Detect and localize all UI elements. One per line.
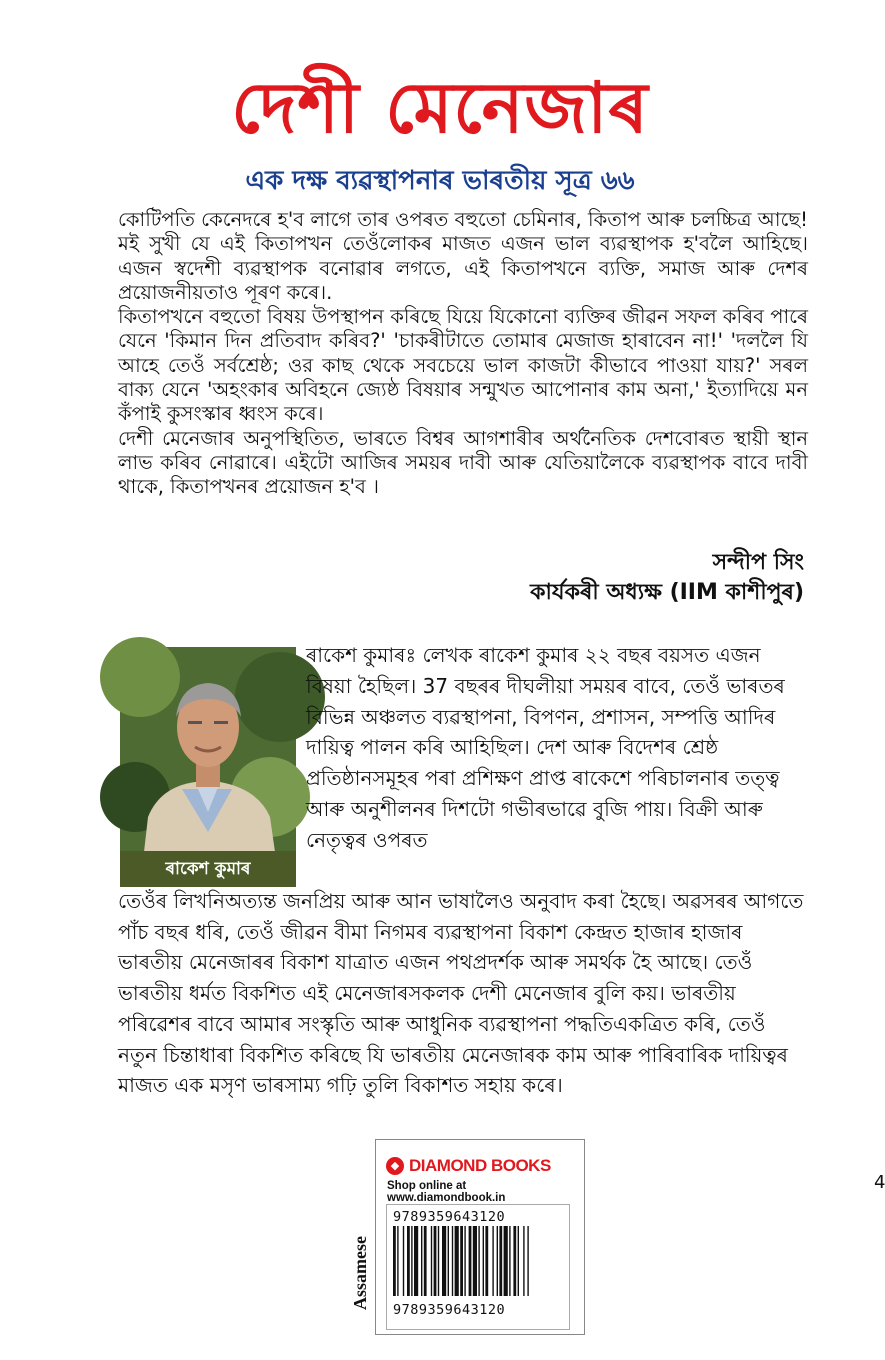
publisher-barcode-box <box>375 1139 585 1335</box>
author-photo-caption: ৰাকেশ কুমাৰ <box>120 851 296 887</box>
barcode-bar <box>469 1226 472 1296</box>
barcode-bar <box>438 1226 439 1296</box>
barcode-bar <box>513 1226 516 1296</box>
publisher-name: DIAMOND BOOKS <box>409 1156 551 1175</box>
author-bio-part2: তেওঁৰ লিখনিঅত্যন্ত জনপ্ৰিয় আৰু আন ভাষালৈও অনুবাদ কৰা হৈছে। অৱসৰৰ আগতে পাঁচ বছৰ ধৰি, তেওঁ জীৱন বীমা নিগমৰ ব্যৱস্থাপনা বিকাশ কেন্দ্ৰত হাজাৰ হাজাৰ ভাৰতীয় মেনেজাৰৰ বিকাশ যাত্ৰাত এজন পথপ্ৰদৰ্শক আৰু সমৰ্থক হৈ আছে। তেওঁ ভাৰতীয় ধৰ্মত বিকশিত এই মেনেজাৰসকলক দেশী মেনেজাৰ বুলি কয়। ভাৰতীয় পৰিৱেশৰ বাবে আমাৰ সংস্কৃতি আৰু আধুনিক ব্যৱস্থাপনা পদ্ধতিএকত্ৰিত কৰি, তেওঁ নতুন চিন্তাধাৰা বিকশিত কৰিছে যি ভাৰতীয় মেনেজাৰক কাম আৰু পাৰিবাৰিক দায়িত্বৰ মাজত এক মসৃণ ভাৰসাম্য গঢ়ি তুলি বিকাশত সহায় কৰে। <box>118 889 804 1098</box>
barcode-bar <box>509 1226 510 1296</box>
barcode-bar <box>442 1226 446 1296</box>
barcode-bar <box>504 1226 508 1296</box>
barcode-bar <box>473 1226 477 1296</box>
blurb-text <box>118 208 808 500</box>
barcode-bar <box>393 1226 396 1296</box>
barcode-bar <box>485 1226 488 1296</box>
barcode-bar <box>448 1226 449 1296</box>
barcode-bar <box>434 1226 437 1296</box>
author-photo <box>120 647 296 887</box>
barcode-bar <box>431 1226 432 1296</box>
barcode-bar <box>497 1226 498 1296</box>
author-bio-part1: ৰাকেশ কুমাৰঃ লেখক ৰাকেশ কুমাৰ ২২ বছৰ বয়সত এজন বিষয়া হৈছিল। 37 বছৰৰ দীঘলীয়া সময়ৰ বাবে, তেওঁ ভাৰতৰ বিভিন্ন অঞ্চলত ব্যৱস্থাপনা, বিপণন, প্ৰশাসন, সম্পত্তি আদিৰ দায়িত্ব পালন কৰি আহিছিল। দেশ আৰু বিদেশৰ শ্ৰেষ্ঠ প্ৰতিষ্ঠানসমূহৰ পৰা প্ৰশিক্ষণ প্ৰাপ্ত ৰাকেশে পৰিচালনাৰ তত্ত্ব আৰু অনুশীলনৰ দিশটো গভীৰভাৱে বুজি পায়। বিক্ৰী আৰু নেতৃত্বৰ ওপৰত <box>306 643 785 852</box>
barcode-image <box>393 1226 563 1296</box>
diamond-logo-icon: ◆ <box>386 1157 404 1175</box>
isbn-bottom: 9789359643120 <box>393 1302 506 1318</box>
book-title: দেশী মেনেজাৰ <box>231 67 649 149</box>
barcode-panel <box>386 1204 570 1330</box>
blurb-paragraph: কোটিপতি কেনেদৰে হ'ব লাগে তাৰ ওপৰত বহুতো চেমিনাৰ, কিতাপ আৰু চলচ্চিত্ৰ আছে! মই সুখী যে এই কিতাপখন তেওঁলোকৰ মাজত এজন ভাল ব্যৱস্থাপক হ'বলৈ আহিছে। এজন স্বদেশী ব্যৱস্থাপক বনোৱাৰ লগতে, এই কিতাপখনে ব্যক্তি, সমাজ আৰু দেশৰ প্ৰয়োজনীয়তাও পূৰণ কৰে।. <box>118 208 808 304</box>
publisher-shop-text: Shop online at www.diamondbook.in <box>387 1180 506 1204</box>
barcode-bar <box>411 1226 412 1296</box>
publisher-brand <box>386 1156 551 1176</box>
barcode-bar <box>464 1226 465 1296</box>
barcode-bar <box>455 1226 459 1296</box>
blurb-paragraph: কিতাপখনে বহুতো বিষয় উপস্থাপন কৰিছে যিয়ে যিকোনো ব্যক্তিৰ জীৱন সফল কৰিব পাৰে যেনে 'কিমান দিন প্ৰতিবাদ কৰিব?' 'চাকৰীটাতে তোমাৰ মেজাজ হাৰাবেন না!' 'দললৈ যি আহে তেওঁ সৰ্বশ্ৰেষ্ঠ; ওর কাছ থেকে সবচেয়ে ভাল কাজটা কীভাবে পাওয়া যায়?' সৰল বাক্য যেনে 'অহংকাৰ অবিহনে জ্যেষ্ঠ বিষয়াৰ সন্মুখত আপোনাৰ কাম অনা,' ইত্যাদিয়ে মন কঁপাই কুসংস্কাৰ ধ্বংস কৰে। <box>118 305 808 426</box>
barcode-bar <box>499 1226 502 1296</box>
barcode-bar <box>523 1226 524 1296</box>
barcode-bar <box>403 1226 404 1296</box>
barcode-bar <box>452 1226 453 1296</box>
barcode-bar <box>492 1226 493 1296</box>
book-subtitle: এক দক্ষ ব্যৱস্থাপনাৰ ভাৰতীয় সূত্ৰ ৬৬ <box>245 166 635 196</box>
barcode-bar <box>518 1226 519 1296</box>
barcode-bar <box>460 1226 463 1296</box>
barcode-bar <box>483 1226 484 1296</box>
barcode-bar <box>424 1226 427 1296</box>
barcode-bar <box>414 1226 418 1296</box>
page-edge-fragment: 4 <box>874 1172 885 1193</box>
signature-name: সন্দীপ সিং <box>712 550 804 575</box>
language-label: Assamese <box>350 1236 370 1310</box>
blurb-paragraph: দেশী মেনেজাৰ অনুপস্থিতিত, ভাৰতে বিশ্বৰ আগশাৰীৰ অৰ্থনৈতিক দেশবোৰত স্থায়ী স্থান লাভ কৰিব নোৱাৰে। এইটো আজিৰ সময়ৰ দাবী আৰু যেতিয়ালৈকে ব্যৱস্থাপক বাবে দাবী থাকে, কিতাপখনৰ প্ৰয়োজন হ'ব । <box>118 426 808 499</box>
barcode-bar <box>527 1226 528 1296</box>
barcode-bar <box>407 1226 410 1296</box>
barcode-bar <box>397 1226 398 1296</box>
barcode-bar <box>478 1226 479 1296</box>
signature-block <box>530 548 804 608</box>
signature-designation: কাৰ্যকৰী অধ্যক্ষ (IIM কাশীপুৰ) <box>530 580 804 605</box>
isbn-top: 9789359643120 <box>393 1209 506 1225</box>
barcode-bar <box>421 1226 422 1296</box>
